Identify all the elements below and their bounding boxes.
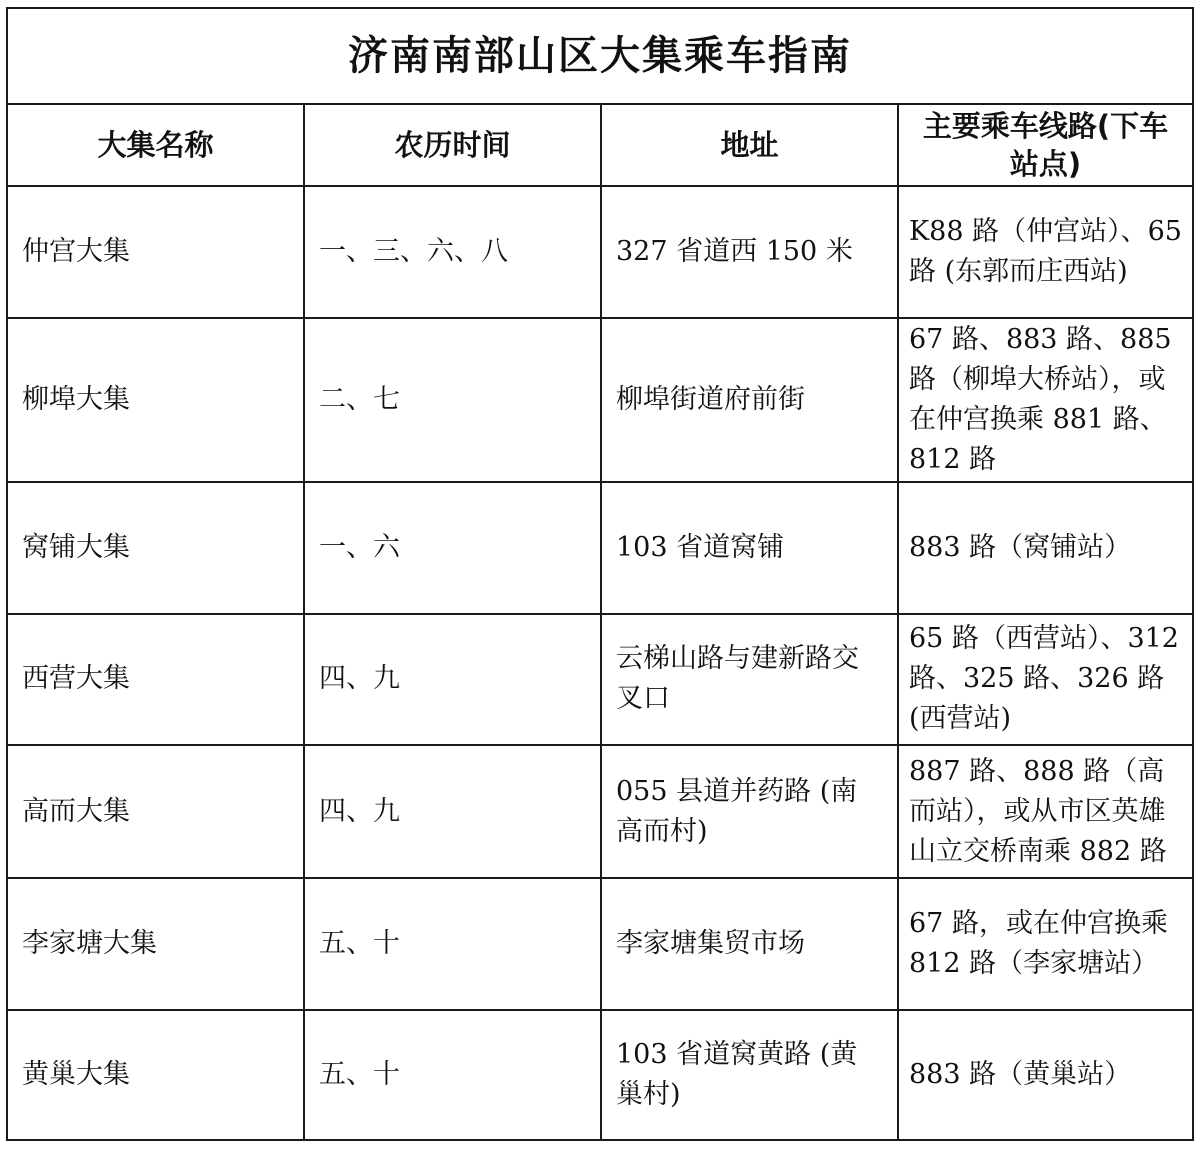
address-cell: 云梯山路与建新路交叉口 xyxy=(601,614,898,745)
address-cell: 055 县道并药路 (南高而村) xyxy=(601,745,898,878)
table-row xyxy=(7,614,1193,745)
address-cell: 李家塘集贸市场 xyxy=(601,878,898,1009)
lunar-time-cell: 五、十 xyxy=(304,878,601,1009)
lunar-time-cell: 二、七 xyxy=(304,318,601,482)
market-name-cell: 高而大集 xyxy=(7,745,304,878)
route-cell: 887 路、888 路（高而站），或从市区英雄山立交桥南乘 882 路 xyxy=(898,745,1193,878)
address-cell: 柳埠街道府前街 xyxy=(601,318,898,482)
table-row xyxy=(7,482,1193,613)
table-row xyxy=(7,1010,1193,1140)
header-row xyxy=(7,104,1193,186)
route-cell: 65 路（西营站）、312 路、325 路、326 路 (西营站) xyxy=(898,614,1193,745)
lunar-time-cell: 四、九 xyxy=(304,745,601,878)
route-cell: 67 路、883 路、885 路（柳埠大桥站），或在仲宫换乘 881 路、812 路 xyxy=(898,318,1193,482)
route-cell: 883 路（黄巢站） xyxy=(898,1010,1193,1140)
table-row xyxy=(7,745,1193,878)
address-cell: 103 省道窝黄路 (黄巢村) xyxy=(601,1010,898,1140)
table-row xyxy=(7,878,1193,1009)
table-row xyxy=(7,186,1193,317)
lunar-time-cell: 四、九 xyxy=(304,614,601,745)
route-cell: 67 路，或在仲宫换乘 812 路（李家塘站） xyxy=(898,878,1193,1009)
market-name-cell: 柳埠大集 xyxy=(7,318,304,482)
header-address: 地址 xyxy=(601,104,898,186)
lunar-time-cell: 一、六 xyxy=(304,482,601,613)
route-cell: 883 路（窝铺站） xyxy=(898,482,1193,613)
header-lunar-time: 农历时间 xyxy=(304,104,601,186)
address-cell: 327 省道西 150 米 xyxy=(601,186,898,317)
bus-guide-table xyxy=(6,7,1194,1141)
market-name-cell: 仲宫大集 xyxy=(7,186,304,317)
title-row xyxy=(7,8,1193,104)
market-name-cell: 西营大集 xyxy=(7,614,304,745)
lunar-time-cell: 五、十 xyxy=(304,1010,601,1140)
route-cell: K88 路（仲宫站）、65 路 (东郭而庄西站) xyxy=(898,186,1193,317)
market-name-cell: 黄巢大集 xyxy=(7,1010,304,1140)
market-name-cell: 李家塘大集 xyxy=(7,878,304,1009)
address-cell: 103 省道窝铺 xyxy=(601,482,898,613)
lunar-time-cell: 一、三、六、八 xyxy=(304,186,601,317)
table-title: 济南南部山区大集乘车指南 xyxy=(7,8,1193,104)
table-row xyxy=(7,318,1193,482)
market-name-cell: 窝铺大集 xyxy=(7,482,304,613)
header-route: 主要乘车线路(下车站点) xyxy=(898,104,1193,186)
header-name: 大集名称 xyxy=(7,104,304,186)
